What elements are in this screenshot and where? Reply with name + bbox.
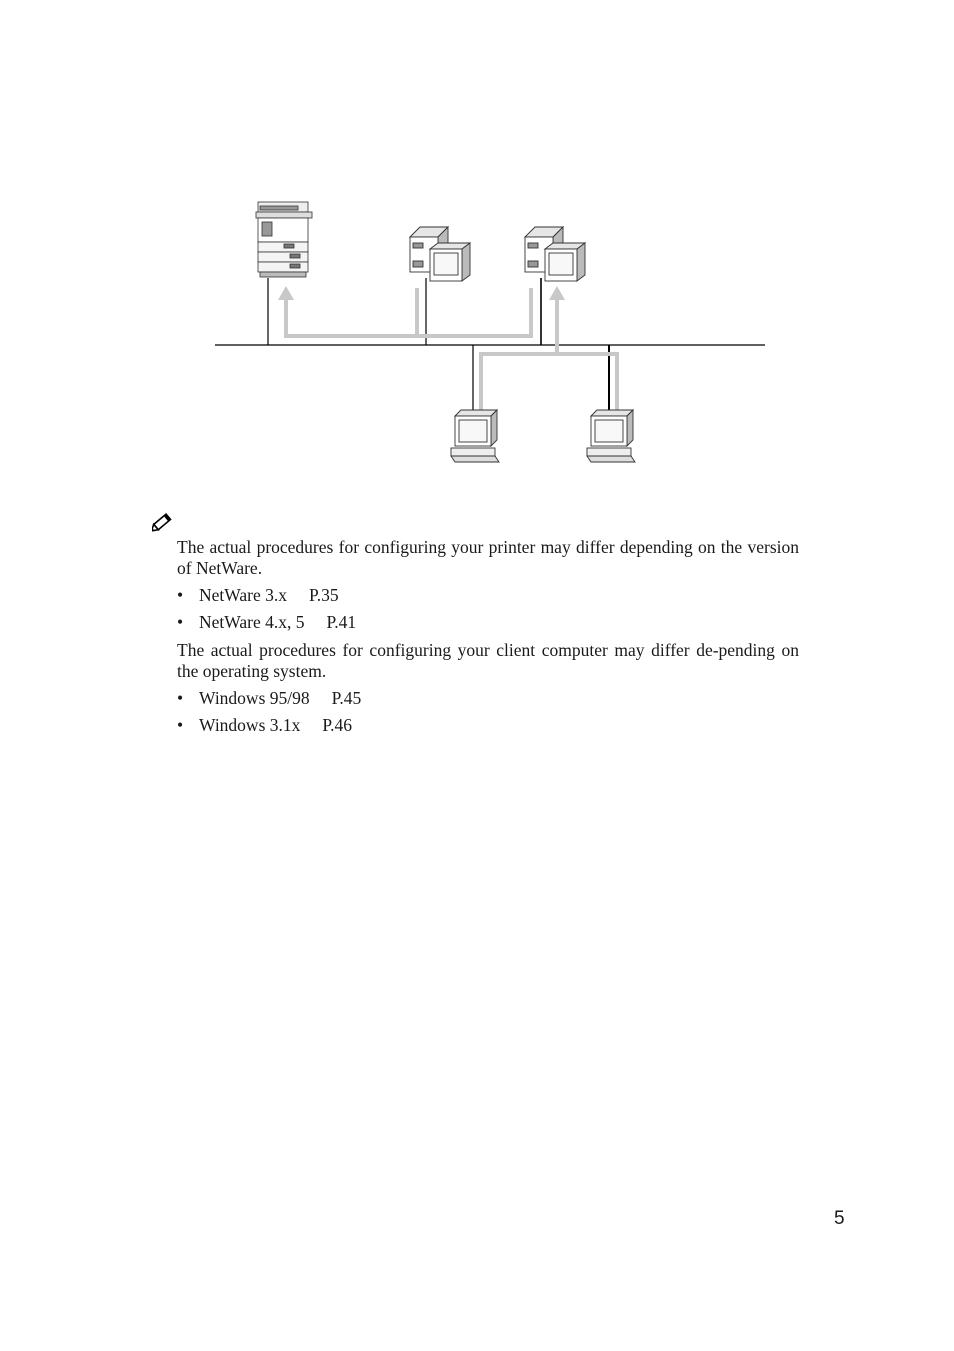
client-config-note: The actual procedures for configuring your client computer may differ de-pending on the operating system. — [177, 640, 799, 681]
page-number: 5 — [834, 1208, 845, 1229]
printer-config-note: The actual procedures for configuring your printer may differ depending on the version of NetWare. — [177, 537, 799, 578]
server-arrowhead — [549, 286, 565, 300]
server-icon — [410, 227, 470, 281]
bullet-dot: • — [177, 688, 184, 708]
client-pc-icon — [451, 410, 499, 462]
list-item — [177, 585, 339, 606]
server-to-printer-flow — [286, 288, 531, 336]
os-version-label: Windows 95/98 — [199, 688, 310, 708]
client-pc-icon — [587, 410, 635, 462]
page-reference-link[interactable]: P.41 — [326, 612, 357, 632]
bullet-dot: • — [177, 715, 184, 735]
printer-arrowhead — [278, 286, 294, 300]
os-version-label: Windows 3.1x — [199, 715, 301, 735]
list-item — [177, 715, 352, 736]
bullet-dot: • — [177, 585, 184, 605]
list-item — [177, 688, 361, 709]
netware-version-label: NetWare 3.x — [199, 585, 287, 605]
client-to-server-flow — [481, 300, 617, 415]
page-reference-link[interactable]: P.46 — [322, 715, 353, 735]
page-reference-link[interactable]: P.45 — [331, 688, 362, 708]
bullet-dot: • — [177, 612, 184, 632]
list-item — [177, 612, 356, 633]
page-reference-link[interactable]: P.35 — [309, 585, 339, 605]
netware-version-label: NetWare 4.x, 5 — [199, 612, 305, 632]
server-icon — [525, 227, 585, 281]
network-diagram — [0, 0, 954, 500]
pencil-note-icon — [152, 510, 176, 532]
printer-icon — [256, 202, 312, 277]
